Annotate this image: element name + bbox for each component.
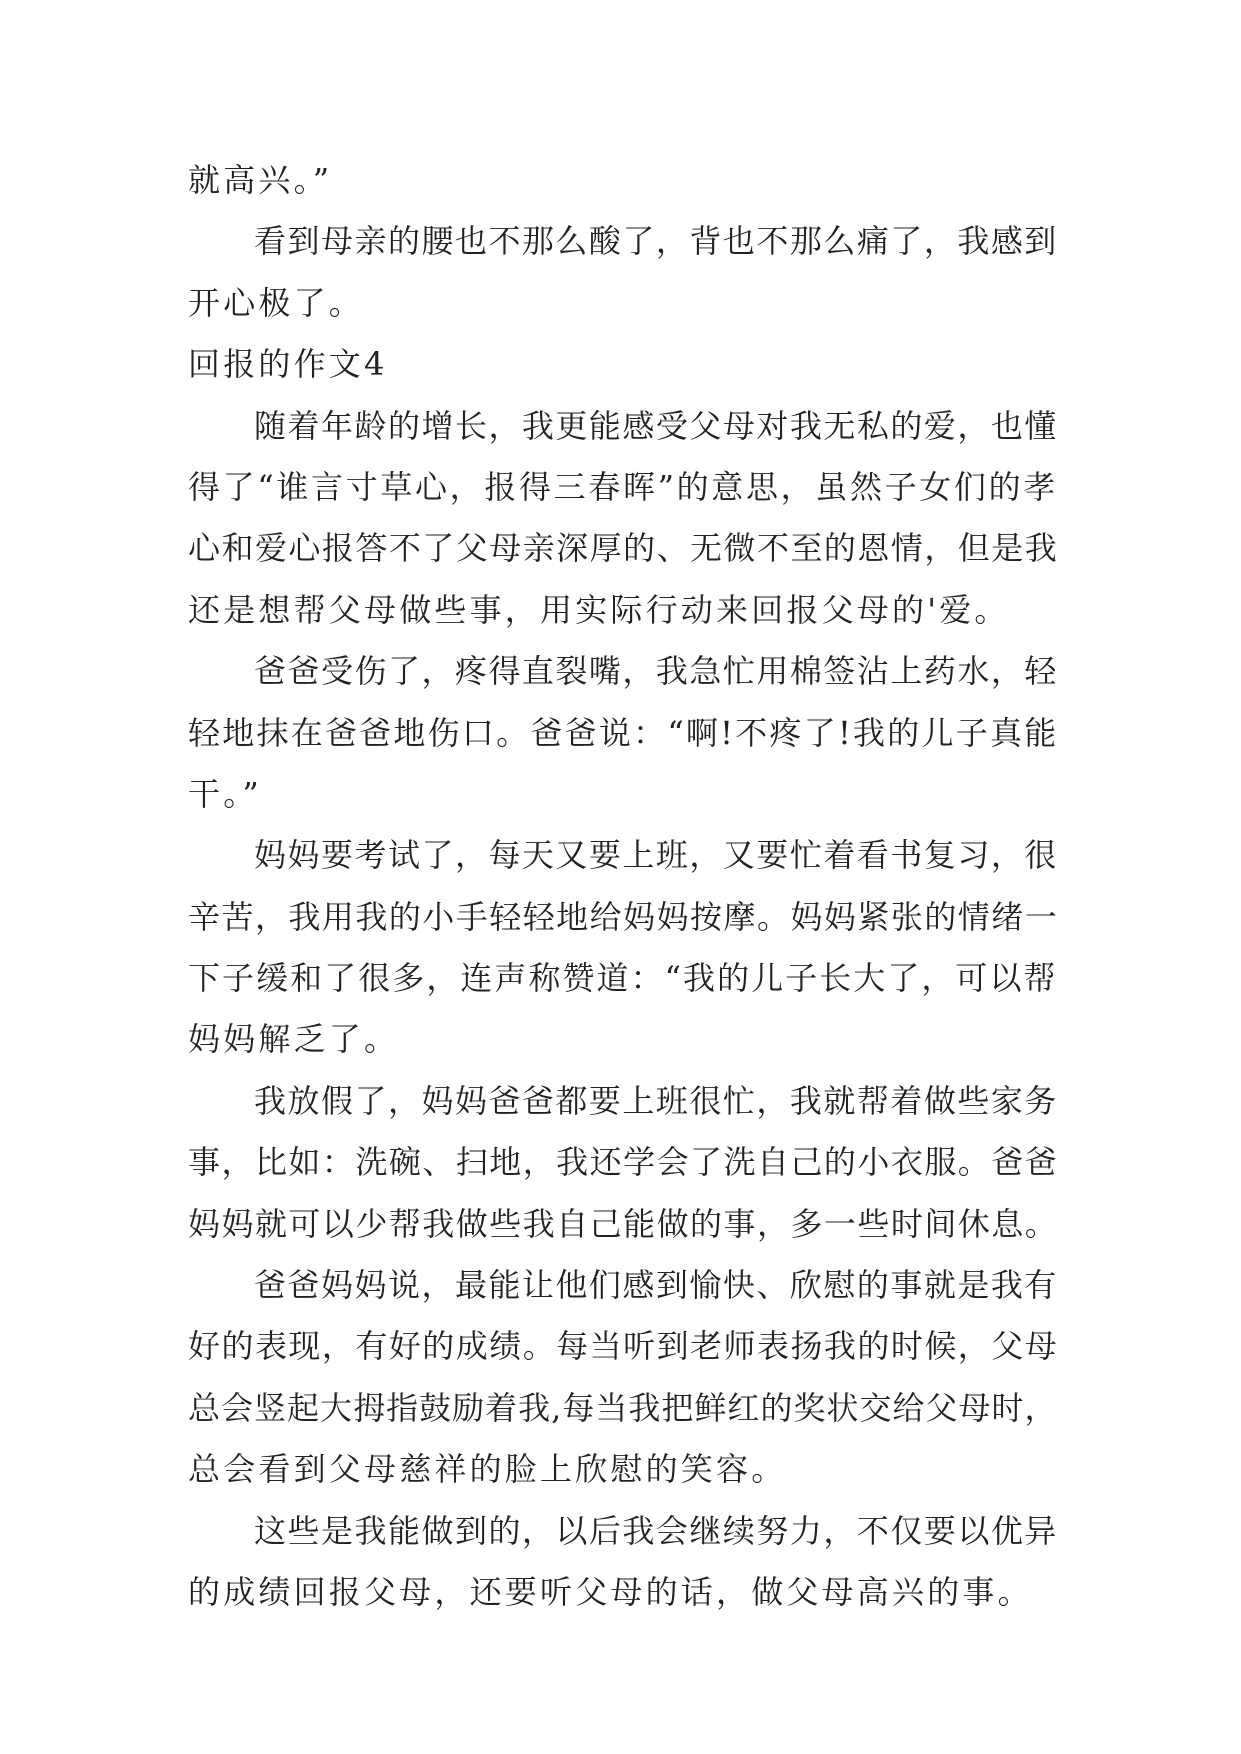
paragraph-start-line: 爸爸受伤了，疼得直裂嘴，我急忙用棉签沾上药水，轻 xyxy=(254,652,1058,691)
document-body xyxy=(188,150,1058,1623)
paragraph-start-line: 爸爸妈妈说，最能让他们感到愉快、欣慰的事就是我有 xyxy=(254,1266,1058,1305)
text-line: 辛苦，我用我的小手轻轻地给妈妈按摩。妈妈紧张的情绪一 xyxy=(188,897,1059,936)
text-line: 好的表现，有好的成绩。每当听到老师表扬我的时候，父母 xyxy=(188,1327,1059,1366)
text-line: 妈妈解乏了。 xyxy=(188,1020,400,1059)
text-line: 妈妈就可以少帮我做些我自己能做的事，多一些时间休息。 xyxy=(188,1204,1059,1243)
text-line: 总会看到父母慈祥的脸上欣慰的笑容。 xyxy=(188,1450,787,1489)
paragraph-start-line: 随着年龄的增长，我更能感受父母对我无私的爱，也懂 xyxy=(254,406,1058,445)
text-line: 心和爱心报答不了父母亲深厚的、无微不至的恩情，但是我 xyxy=(188,529,1059,568)
text-line: 得了“谁言寸草心，报得三春晖”的意思，虽然子女们的孝 xyxy=(188,467,1058,506)
paragraph-start-line: 看到母亲的腰也不那么酸了，背也不那么痛了，我感到 xyxy=(254,222,1058,261)
text-line: 干。” xyxy=(188,774,262,813)
text-line: 就高兴。” xyxy=(188,161,333,199)
section-heading: 回报的作文4 xyxy=(188,345,388,384)
text-line: 开心极了。 xyxy=(188,283,365,322)
text-line: 还是想帮父母做些事，用实际行动来回报父母的'爱。 xyxy=(188,590,1010,629)
paragraph-start-line: 这些是我能做到的，以后我会继续努力，不仅要以优异 xyxy=(254,1511,1058,1550)
text-line: 事，比如：洗碗、扫地，我还学会了洗自己的小衣服。爸爸 xyxy=(188,1143,1059,1182)
paragraph-start-line: 妈妈要考试了，每天又要上班，又要忙着看书复习，很 xyxy=(254,836,1058,875)
paragraph-start-line: 我放假了，妈妈爸爸都要上班很忙，我就帮着做些家务 xyxy=(254,1081,1058,1120)
text-line: 的成绩回报父母，还要听父母的话，做父母高兴的事。 xyxy=(188,1572,1033,1611)
text-line: 下子缓和了很多，连声称赞道：“我的儿子长大了，可以帮 xyxy=(188,959,1058,998)
text-line: 总会竖起大拇指鼓励着我,每当我把鲜红的奖状交给父母时， xyxy=(188,1388,1058,1427)
text-line: 轻地抹在爸爸地伤口。爸爸说：“啊!不疼了!我的儿子真能 xyxy=(188,713,1059,752)
